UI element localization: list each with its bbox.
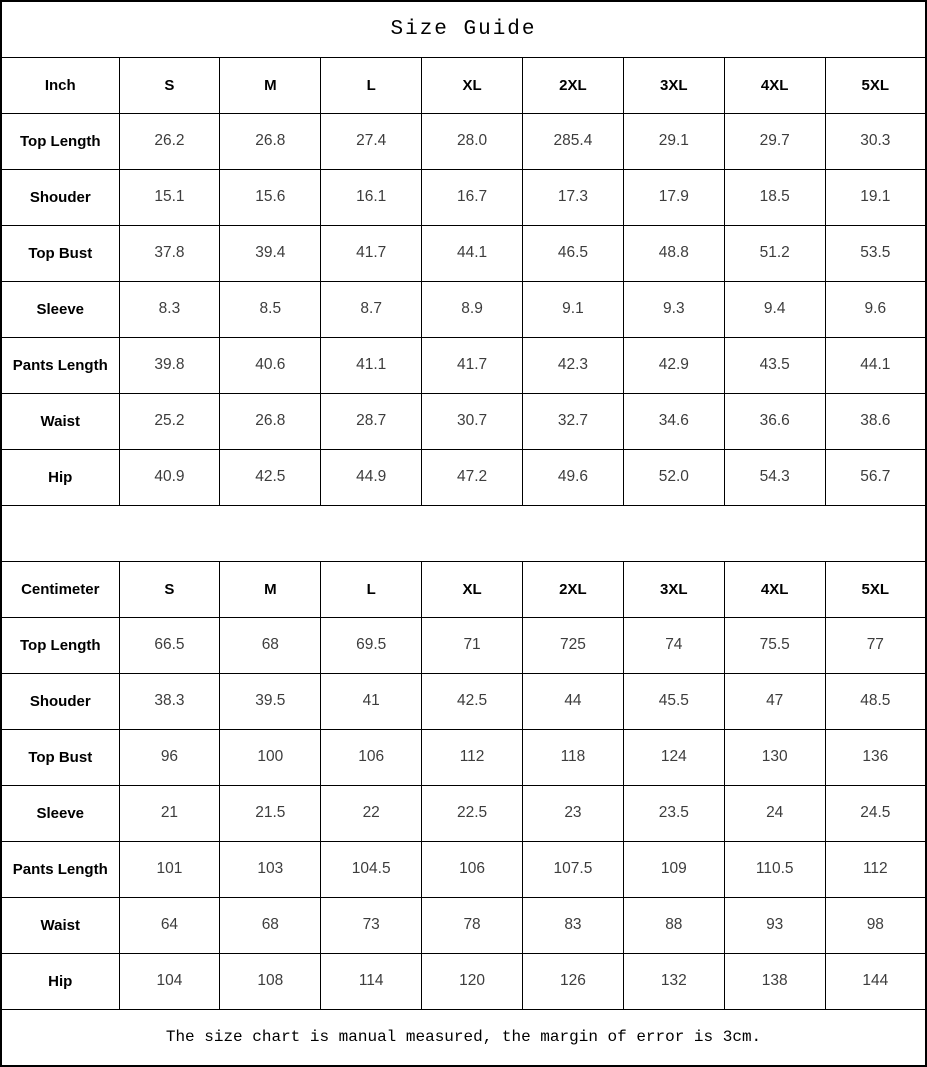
value-cell: 21.5 <box>220 785 321 841</box>
row-label: Shouder <box>1 673 119 729</box>
value-cell: 107.5 <box>523 841 624 897</box>
value-cell: 41.7 <box>422 337 523 393</box>
value-cell: 39.4 <box>220 225 321 281</box>
value-cell: 77 <box>825 617 926 673</box>
value-cell: 29.1 <box>623 113 724 169</box>
row-label: Pants Length <box>1 841 119 897</box>
value-cell: 106 <box>422 841 523 897</box>
measurement-row <box>1 449 926 505</box>
value-cell: 71 <box>422 617 523 673</box>
value-cell: 8.7 <box>321 281 422 337</box>
measurement-row <box>1 393 926 449</box>
value-cell: 56.7 <box>825 449 926 505</box>
value-cell: 130 <box>724 729 825 785</box>
inch-table-body <box>1 57 926 505</box>
value-cell: 25.2 <box>119 393 220 449</box>
row-label: Top Bust <box>1 225 119 281</box>
value-cell: 51.2 <box>724 225 825 281</box>
value-cell: 47.2 <box>422 449 523 505</box>
size-header: 4XL <box>724 57 825 113</box>
value-cell: 17.9 <box>623 169 724 225</box>
value-cell: 110.5 <box>724 841 825 897</box>
measurement-row <box>1 617 926 673</box>
size-header: S <box>119 561 220 617</box>
row-label: Hip <box>1 449 119 505</box>
value-cell: 44.9 <box>321 449 422 505</box>
value-cell: 98 <box>825 897 926 953</box>
value-cell: 26.8 <box>220 113 321 169</box>
value-cell: 29.7 <box>724 113 825 169</box>
value-cell: 68 <box>220 897 321 953</box>
value-cell: 22.5 <box>422 785 523 841</box>
value-cell: 285.4 <box>523 113 624 169</box>
value-cell: 42.3 <box>523 337 624 393</box>
size-header: 3XL <box>623 561 724 617</box>
value-cell: 108 <box>220 953 321 1009</box>
spacer-row <box>1 505 926 561</box>
value-cell: 23.5 <box>623 785 724 841</box>
value-cell: 48.5 <box>825 673 926 729</box>
size-header: 2XL <box>523 57 624 113</box>
size-header: 2XL <box>523 561 624 617</box>
value-cell: 112 <box>422 729 523 785</box>
title-row <box>1 1 926 57</box>
value-cell: 43.5 <box>724 337 825 393</box>
row-label: Top Bust <box>1 729 119 785</box>
size-header: 5XL <box>825 57 926 113</box>
row-label: Waist <box>1 393 119 449</box>
size-header: S <box>119 57 220 113</box>
size-header: XL <box>422 57 523 113</box>
value-cell: 9.6 <box>825 281 926 337</box>
unit-header: Centimeter <box>1 561 119 617</box>
value-cell: 101 <box>119 841 220 897</box>
value-cell: 100 <box>220 729 321 785</box>
value-cell: 23 <box>523 785 624 841</box>
value-cell: 49.6 <box>523 449 624 505</box>
value-cell: 104 <box>119 953 220 1009</box>
row-label: Hip <box>1 953 119 1009</box>
value-cell: 112 <box>825 841 926 897</box>
value-cell: 34.6 <box>623 393 724 449</box>
size-header-row <box>1 561 926 617</box>
value-cell: 74 <box>623 617 724 673</box>
value-cell: 42.5 <box>422 673 523 729</box>
unit-header: Inch <box>1 57 119 113</box>
value-cell: 9.3 <box>623 281 724 337</box>
size-header: 5XL <box>825 561 926 617</box>
measurement-row <box>1 225 926 281</box>
value-cell: 120 <box>422 953 523 1009</box>
size-header: M <box>220 57 321 113</box>
value-cell: 41.7 <box>321 225 422 281</box>
value-cell: 45.5 <box>623 673 724 729</box>
value-cell: 19.1 <box>825 169 926 225</box>
value-cell: 52.0 <box>623 449 724 505</box>
size-header: L <box>321 57 422 113</box>
value-cell: 126 <box>523 953 624 1009</box>
value-cell: 38.3 <box>119 673 220 729</box>
value-cell: 114 <box>321 953 422 1009</box>
value-cell: 75.5 <box>724 617 825 673</box>
value-cell: 47 <box>724 673 825 729</box>
value-cell: 40.9 <box>119 449 220 505</box>
value-cell: 27.4 <box>321 113 422 169</box>
value-cell: 41 <box>321 673 422 729</box>
row-label: Sleeve <box>1 281 119 337</box>
measurement-row <box>1 673 926 729</box>
value-cell: 26.2 <box>119 113 220 169</box>
value-cell: 28.7 <box>321 393 422 449</box>
measurement-row <box>1 897 926 953</box>
value-cell: 73 <box>321 897 422 953</box>
value-cell: 21 <box>119 785 220 841</box>
measurement-row <box>1 953 926 1009</box>
value-cell: 93 <box>724 897 825 953</box>
size-header-row <box>1 57 926 113</box>
value-cell: 22 <box>321 785 422 841</box>
value-cell: 144 <box>825 953 926 1009</box>
row-label: Waist <box>1 897 119 953</box>
value-cell: 8.3 <box>119 281 220 337</box>
value-cell: 40.6 <box>220 337 321 393</box>
value-cell: 53.5 <box>825 225 926 281</box>
row-label: Sleeve <box>1 785 119 841</box>
footer-section <box>1 1009 926 1066</box>
row-label: Pants Length <box>1 337 119 393</box>
size-header: 3XL <box>623 57 724 113</box>
footer-note: The size chart is manual measured, the margin of error is 3cm. <box>1 1009 926 1066</box>
value-cell: 30.3 <box>825 113 926 169</box>
value-cell: 32.7 <box>523 393 624 449</box>
value-cell: 37.8 <box>119 225 220 281</box>
footer-row <box>1 1009 926 1066</box>
value-cell: 38.6 <box>825 393 926 449</box>
value-cell: 15.1 <box>119 169 220 225</box>
value-cell: 17.3 <box>523 169 624 225</box>
value-cell: 15.6 <box>220 169 321 225</box>
value-cell: 28.0 <box>422 113 523 169</box>
value-cell: 106 <box>321 729 422 785</box>
value-cell: 9.4 <box>724 281 825 337</box>
value-cell: 26.8 <box>220 393 321 449</box>
value-cell: 42.9 <box>623 337 724 393</box>
value-cell: 42.5 <box>220 449 321 505</box>
value-cell: 24 <box>724 785 825 841</box>
measurement-row <box>1 113 926 169</box>
size-header: XL <box>422 561 523 617</box>
measurement-row <box>1 841 926 897</box>
spacer-cell <box>1 505 926 561</box>
value-cell: 16.1 <box>321 169 422 225</box>
value-cell: 124 <box>623 729 724 785</box>
value-cell: 66.5 <box>119 617 220 673</box>
value-cell: 138 <box>724 953 825 1009</box>
value-cell: 118 <box>523 729 624 785</box>
value-cell: 68 <box>220 617 321 673</box>
centimeter-table-body <box>1 561 926 1009</box>
size-header: M <box>220 561 321 617</box>
measurement-row <box>1 729 926 785</box>
value-cell: 16.7 <box>422 169 523 225</box>
value-cell: 18.5 <box>724 169 825 225</box>
value-cell: 9.1 <box>523 281 624 337</box>
value-cell: 39.8 <box>119 337 220 393</box>
row-label: Shouder <box>1 169 119 225</box>
value-cell: 96 <box>119 729 220 785</box>
value-cell: 136 <box>825 729 926 785</box>
measurement-row <box>1 785 926 841</box>
spacer-section <box>1 505 926 561</box>
measurement-row <box>1 281 926 337</box>
value-cell: 69.5 <box>321 617 422 673</box>
measurement-row <box>1 169 926 225</box>
value-cell: 8.9 <box>422 281 523 337</box>
value-cell: 8.5 <box>220 281 321 337</box>
row-label: Top Length <box>1 617 119 673</box>
value-cell: 64 <box>119 897 220 953</box>
size-header: L <box>321 561 422 617</box>
title-section <box>1 1 926 57</box>
size-header: 4XL <box>724 561 825 617</box>
value-cell: 39.5 <box>220 673 321 729</box>
value-cell: 46.5 <box>523 225 624 281</box>
value-cell: 44 <box>523 673 624 729</box>
value-cell: 132 <box>623 953 724 1009</box>
value-cell: 88 <box>623 897 724 953</box>
value-cell: 103 <box>220 841 321 897</box>
row-label: Top Length <box>1 113 119 169</box>
value-cell: 54.3 <box>724 449 825 505</box>
value-cell: 78 <box>422 897 523 953</box>
value-cell: 83 <box>523 897 624 953</box>
measurement-row <box>1 337 926 393</box>
value-cell: 44.1 <box>422 225 523 281</box>
value-cell: 48.8 <box>623 225 724 281</box>
value-cell: 104.5 <box>321 841 422 897</box>
value-cell: 44.1 <box>825 337 926 393</box>
value-cell: 109 <box>623 841 724 897</box>
value-cell: 36.6 <box>724 393 825 449</box>
value-cell: 24.5 <box>825 785 926 841</box>
value-cell: 30.7 <box>422 393 523 449</box>
value-cell: 725 <box>523 617 624 673</box>
value-cell: 41.1 <box>321 337 422 393</box>
page-title: Size Guide <box>1 1 926 57</box>
